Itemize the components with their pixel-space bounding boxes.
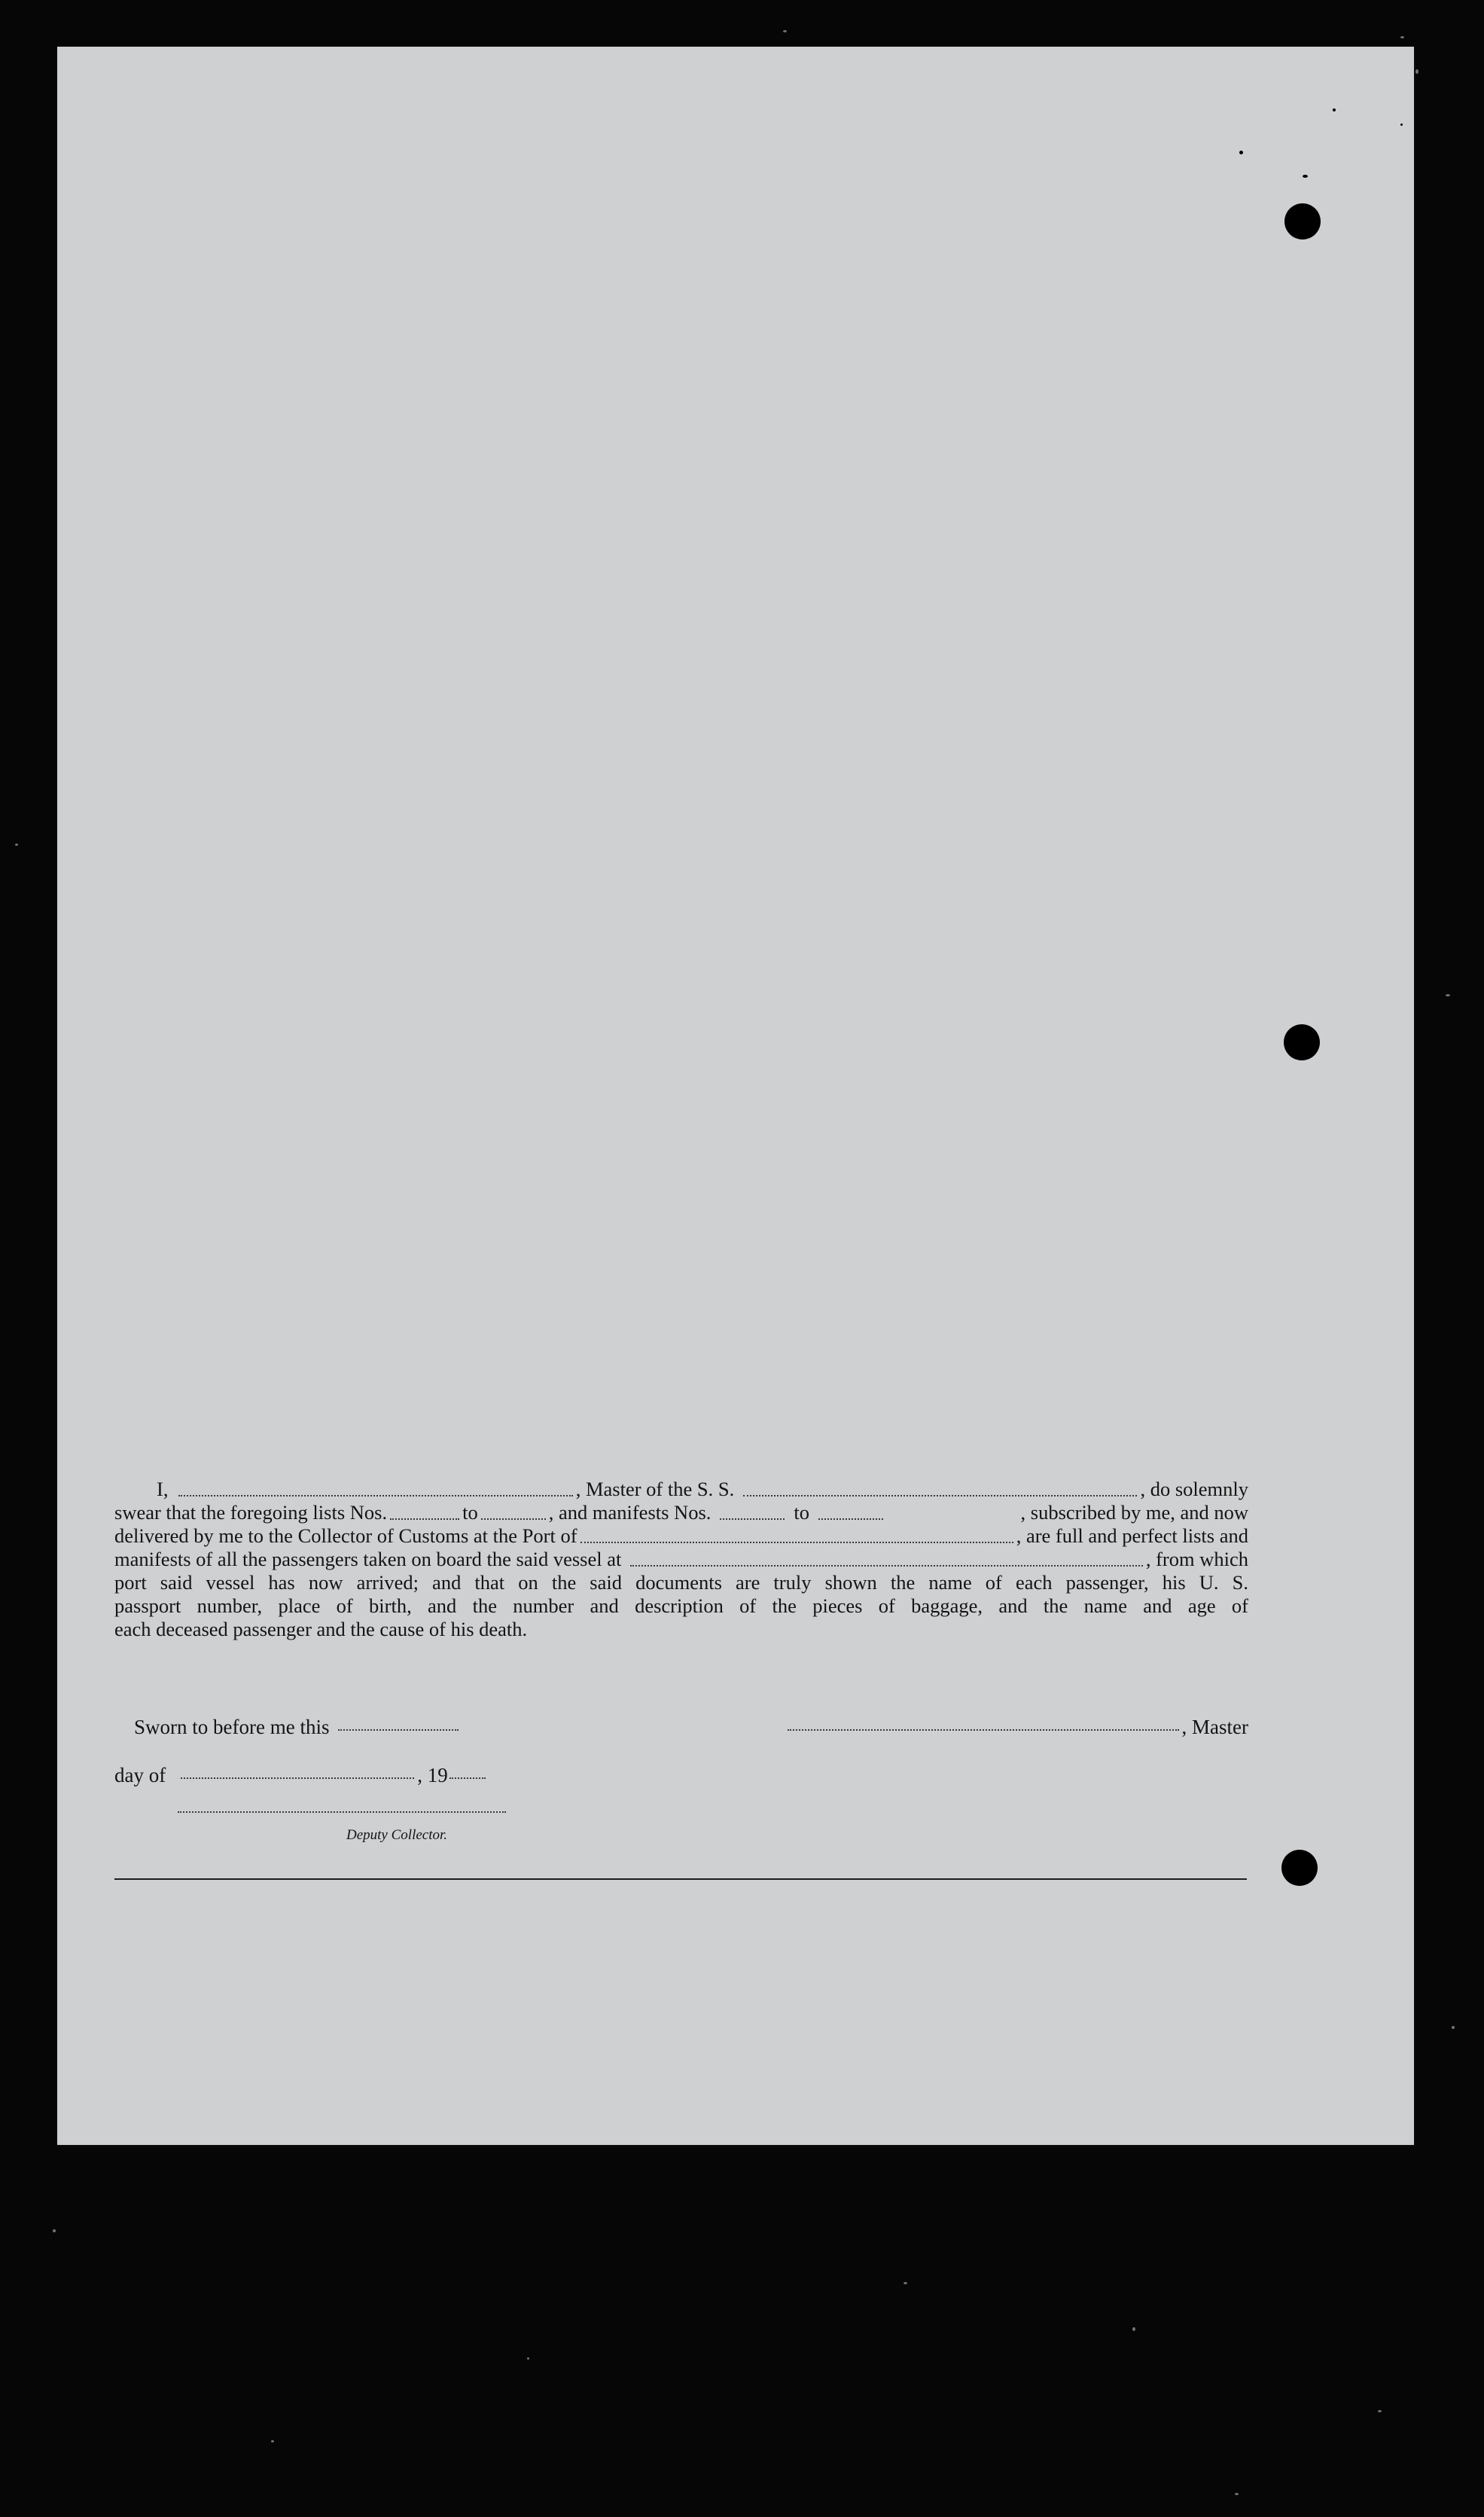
oath-line: each deceased passenger and the cause of his death.: [114, 1618, 528, 1640]
dust-speck: [1446, 994, 1450, 996]
oath-text: manifests of all the passengers taken on board the said vessel at: [114, 1548, 622, 1570]
oath-text: to: [462, 1501, 478, 1524]
ink-mark: [1400, 124, 1403, 126]
dust-speck: [271, 2440, 274, 2442]
day-of-label: day of: [114, 1764, 166, 1786]
ink-mark: [1333, 108, 1336, 111]
manifest-from-blank: [720, 1518, 785, 1520]
dust-speck: [1132, 2327, 1135, 2331]
oath-line: [114, 1501, 1248, 1524]
master-signature: [785, 1716, 1248, 1739]
oath-text: swear that the foregoing lists Nos.: [114, 1501, 388, 1524]
sworn-day-blank: [338, 1729, 459, 1731]
month-blank: [181, 1777, 414, 1779]
oath-text: , are full and perfect lists and: [1016, 1524, 1248, 1547]
manifest-to-blank: [818, 1518, 883, 1520]
oath-line: [114, 1524, 1248, 1548]
sworn-row: [114, 1716, 1248, 1743]
port-blank: [580, 1542, 1013, 1543]
list-from-blank: [390, 1518, 459, 1520]
ink-mark: [1239, 151, 1243, 154]
oath-text: I,: [157, 1478, 169, 1500]
oath-text: to: [794, 1501, 810, 1524]
oath-line: [114, 1548, 1248, 1571]
master-name-blank: [178, 1495, 572, 1496]
list-to-blank: [481, 1518, 546, 1520]
oath-line: passport number, place of birth, and the number and description of the pieces of baggage, and the name and age of: [114, 1594, 1248, 1617]
master-signature-blank: [788, 1729, 1179, 1731]
punch-hole: [1284, 1024, 1320, 1060]
dust-speck: [15, 844, 18, 846]
dust-speck: [1400, 36, 1404, 38]
dust-speck: [904, 2282, 907, 2284]
day-of-row: [114, 1764, 489, 1791]
oath-text: , Master of the S. S.: [575, 1478, 735, 1500]
punch-hole: [1284, 203, 1321, 239]
divider-rule: [114, 1878, 1247, 1880]
sworn-label: Sworn to before me this: [134, 1716, 330, 1738]
dust-speck: [527, 2357, 529, 2360]
year-prefix: , 19: [417, 1764, 448, 1786]
dust-speck: [53, 2229, 56, 2232]
dust-speck: [783, 30, 787, 32]
master-oath-paragraph: [114, 1478, 1248, 1641]
dust-speck: [1415, 69, 1418, 74]
punch-hole: [1281, 1850, 1318, 1886]
form-page: [57, 47, 1414, 2145]
sworn-before-me: [134, 1716, 462, 1739]
master-label: , Master: [1181, 1716, 1248, 1738]
oath-line: [114, 1478, 1248, 1501]
deputy-collector-label: Deputy Collector.: [346, 1827, 448, 1843]
deputy-signature-blank: [178, 1811, 506, 1813]
oath-text: , from which: [1145, 1548, 1248, 1570]
dust-speck: [1378, 2410, 1382, 2412]
oath-text: delivered by me to the Collector of Customs at the Port of: [114, 1524, 577, 1547]
vessel-name-blank: [743, 1495, 1137, 1496]
oath-text: , subscribed by me, and now: [1020, 1501, 1248, 1524]
departure-port-blank: [630, 1565, 1143, 1567]
oath-text: , and manifests Nos.: [548, 1501, 712, 1524]
dust-speck: [1452, 2026, 1455, 2029]
oath-text: , do solemnly: [1140, 1478, 1249, 1500]
ink-mark: [1303, 175, 1308, 178]
dust-speck: [1235, 2493, 1239, 2495]
year-blank: [449, 1777, 486, 1779]
oath-line: port said vessel has now arrived; and that on the said documents are truly shown the name of each passenger, his U. S.: [114, 1571, 1248, 1594]
